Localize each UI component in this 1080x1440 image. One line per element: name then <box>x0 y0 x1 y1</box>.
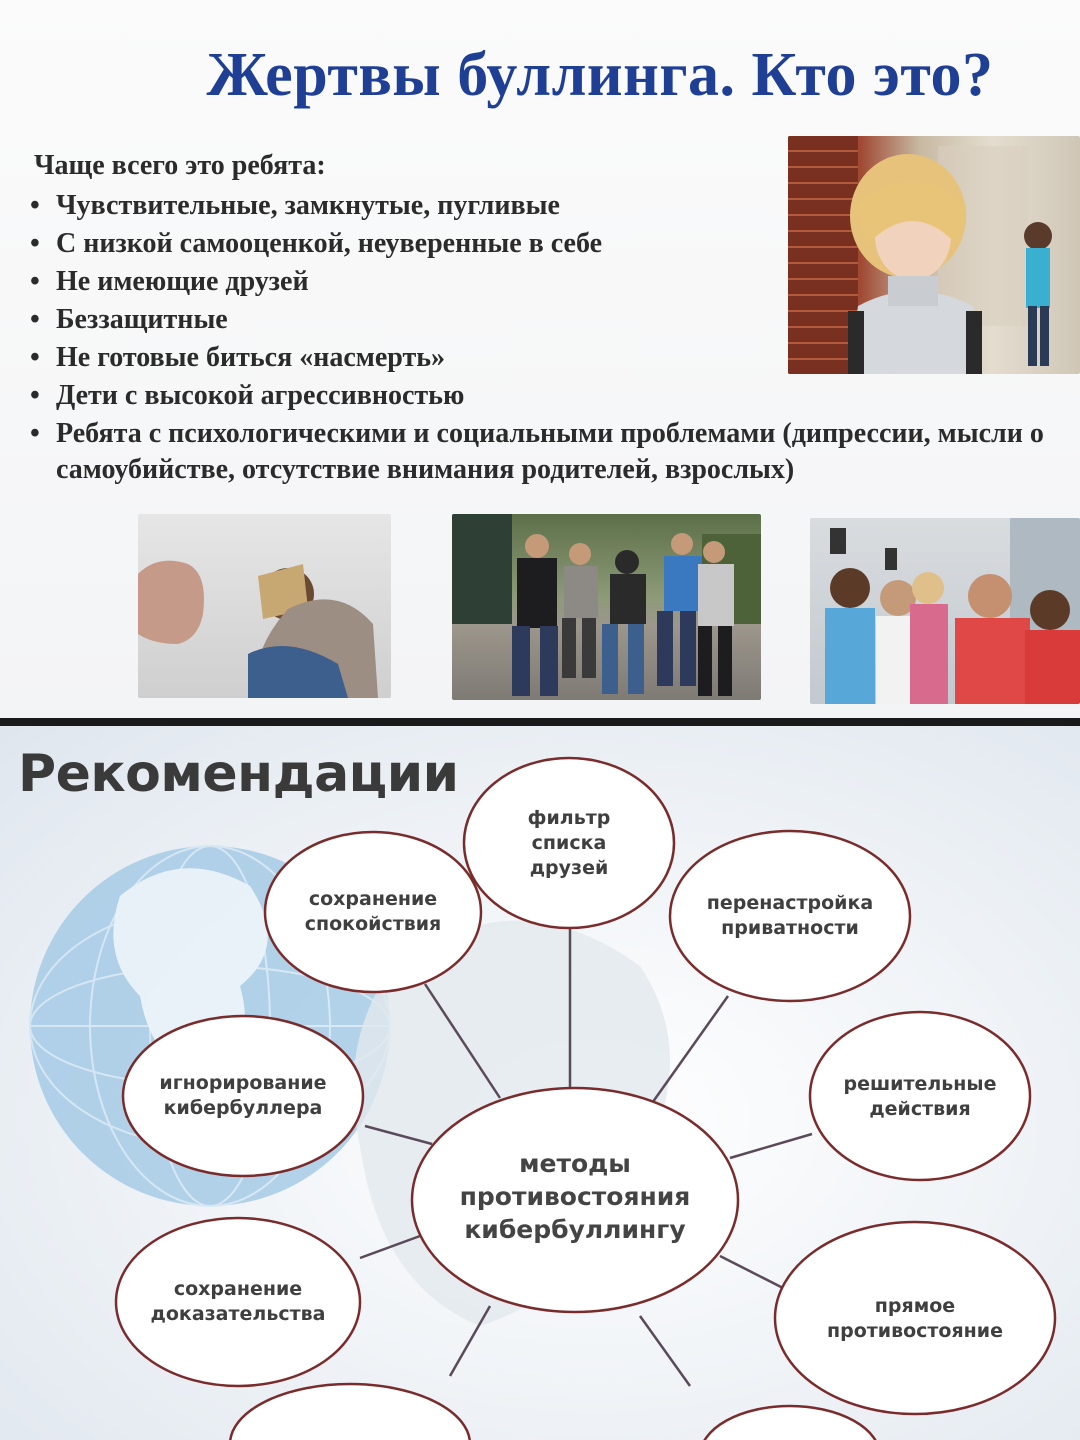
node-decisive: решительные действия <box>843 1073 997 1120</box>
bullet-item: • С низкой самооценкой, неуверенные в себе <box>30 228 603 259</box>
photo-group-fight <box>452 514 761 700</box>
bullet-item: • Чувствительные, замкнутые, пугливые <box>30 190 560 221</box>
node-calm: сохранение спокойствия <box>304 888 442 935</box>
photo-sad-girl <box>788 136 1080 374</box>
photo-crying-teen <box>138 514 391 698</box>
slide-recommendations <box>0 726 1080 1440</box>
slide-bullying-victims <box>0 0 1080 718</box>
bullet-item: • Беззащитные <box>30 304 228 335</box>
node-friends-filter: фильтр списка друзей <box>527 806 611 879</box>
node-center-methods: методы противостояния кибербуллингу <box>459 1148 691 1244</box>
node-privacy: перенастройка приватности <box>706 892 874 939</box>
bullet-item: • Не имеющие друзей <box>30 266 309 297</box>
slide-title: Жертвы буллинга. Кто это? <box>206 41 994 109</box>
bullet-item: • Не готовые биться «насмерть» <box>30 342 446 373</box>
slide-intro: Чаще всего это ребята: <box>34 150 326 181</box>
node-confront: прямое противостояние <box>826 1295 1004 1342</box>
node-evidence: сохранение доказательства <box>150 1278 326 1325</box>
node-ignore: игнорирование кибербуллера <box>159 1072 327 1119</box>
slide-title: Рекомендации <box>18 744 459 804</box>
bullet-item: • Дети с высокой агрессивностью <box>30 380 465 411</box>
bullet-item: • Ребята с психологическими и социальными проблемами (дипрессии, мысли о самоубийстве, отсутствие внимания родителей, взрослых) <box>30 418 1044 485</box>
photo-teens-with-phones <box>810 518 1080 704</box>
